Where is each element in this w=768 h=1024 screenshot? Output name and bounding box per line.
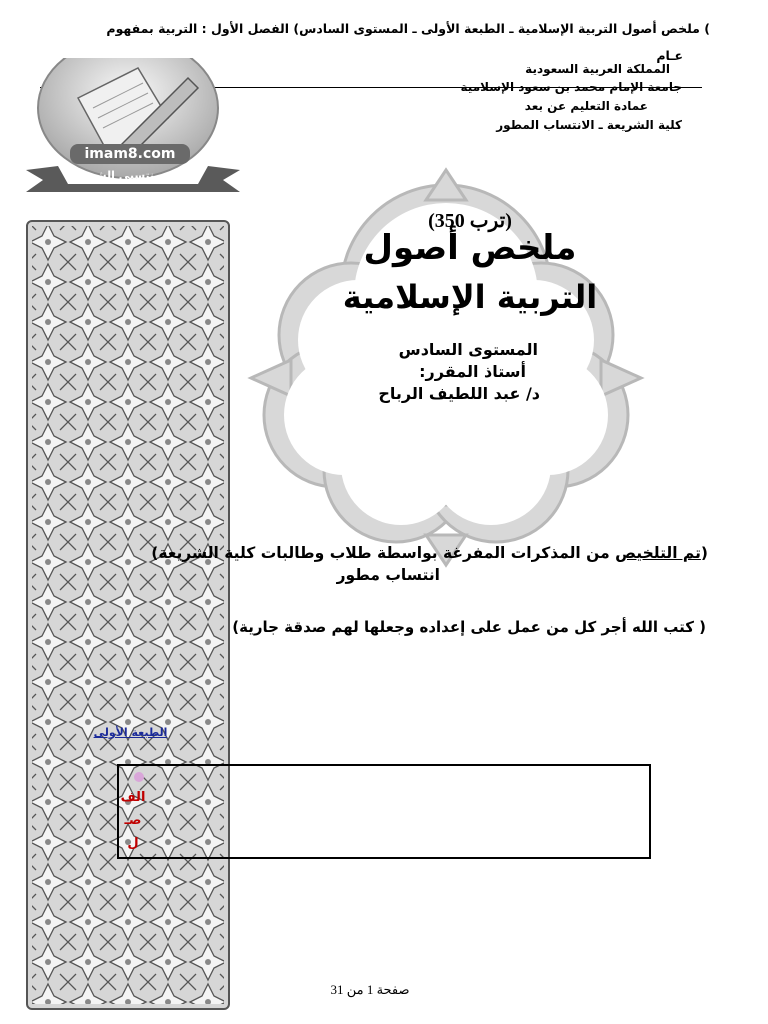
college-name: كلية الشريعة ـ الانتساب المطور [496, 118, 682, 132]
header-bracket: ) [704, 21, 710, 36]
course-level: المستوى السادس [398, 340, 538, 359]
summary-note [151, 544, 708, 562]
deanship-name: عمادة التعليم عن بعد [524, 99, 648, 113]
header-continuation: عـام [656, 48, 683, 63]
kingdom-name: المملكة العربية السعودية [525, 62, 670, 76]
summary-note-line2: انتساب مطور [336, 566, 440, 584]
red-text-3: ل [127, 836, 139, 851]
edition-label: الطبعة الأولى [93, 726, 168, 739]
instructor-name: د/ عبد اللطيف الرباح [378, 384, 540, 403]
note-open-paren: ( [700, 544, 708, 562]
prayer-text: ( كتب الله أجر كل من عمل على إعداده وجعلها لهم صدقة جارية) [232, 618, 706, 636]
empty-box [117, 764, 651, 859]
page-header [70, 21, 710, 36]
logo-banner: مكتبة منتسبي الشريعة [71, 169, 195, 182]
header-text: ملخص أصول التربية الإسلامية ـ الطبعة الأولى ـ المستوى السادس) الفصل الأول : التربية بمفهوم [106, 21, 700, 36]
page-number: صفحة 1 من 31 [330, 982, 410, 997]
red-text-2: صـ [124, 813, 142, 828]
course-code: (ترب 350) [428, 210, 512, 232]
cover-title-line2: التربية الإسلامية [342, 278, 598, 316]
red-text-1: الف [120, 790, 146, 805]
cover-title-line1: ملخص أصول [363, 228, 577, 268]
university-name: جامعة الإمام محمد بن سعود الإسلامية [460, 80, 682, 94]
dot-icon [134, 772, 144, 782]
library-logo [18, 58, 248, 218]
decorative-pattern-frame [26, 220, 230, 1010]
note-rest: من المذكرات المفرغة بواسطة طلاب وطالبات كلية الشريعة) [151, 544, 616, 562]
note-underlined: تم التلخيص [615, 544, 701, 562]
logo-site: imam8.com [84, 146, 176, 162]
instructor-label: أستاذ المقرر: [419, 362, 526, 381]
